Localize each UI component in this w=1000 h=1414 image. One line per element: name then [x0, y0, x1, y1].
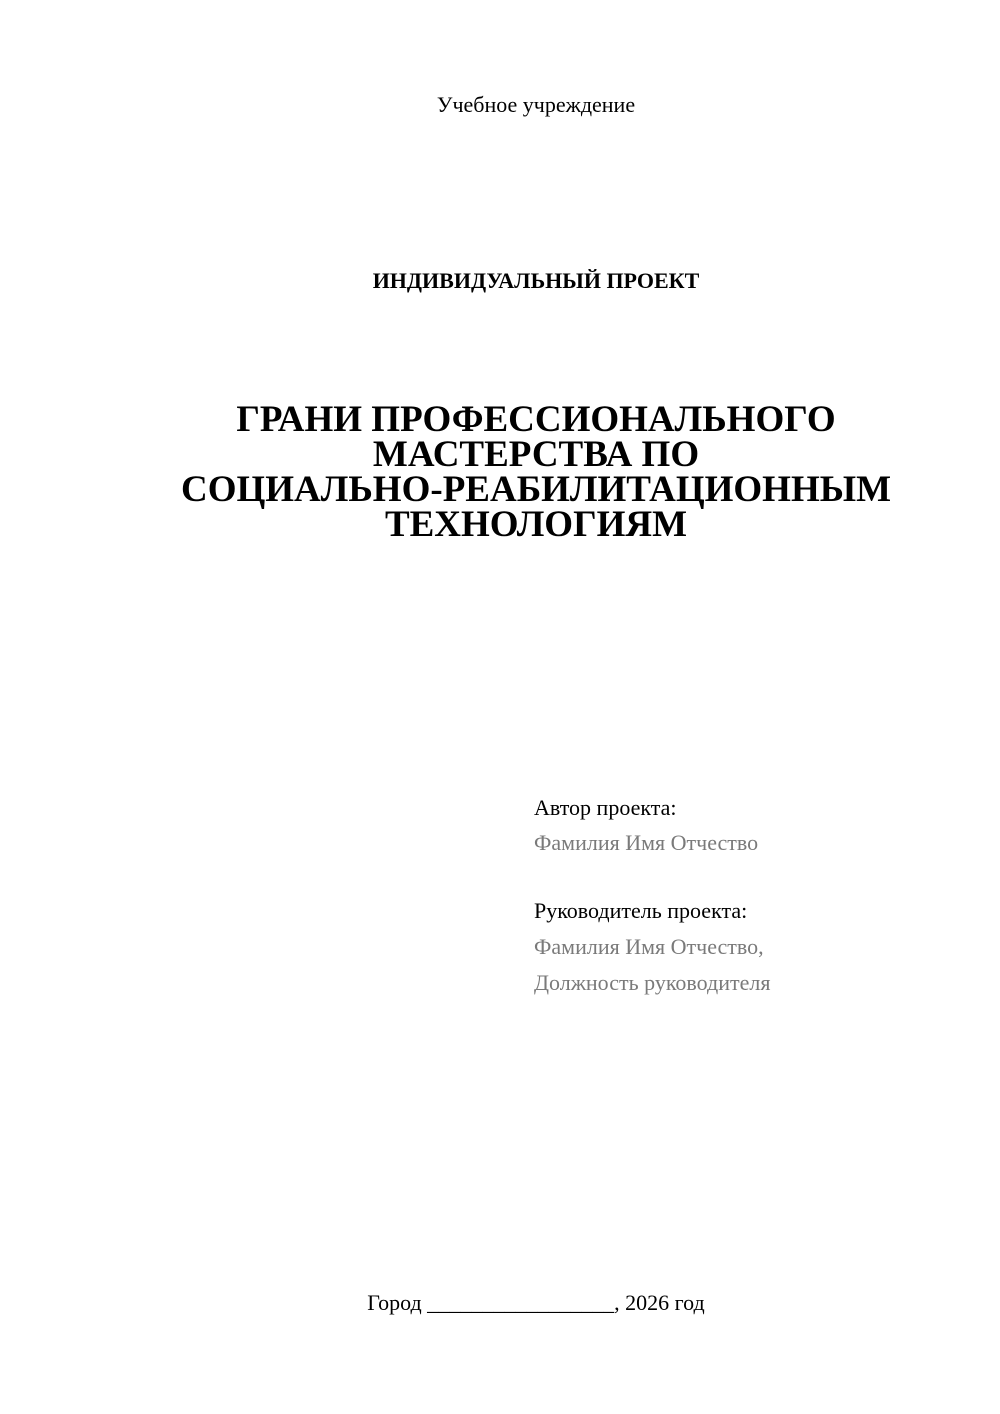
project-title: [140, 399, 932, 545]
city-year-footer: Город _________________, 2026 год: [367, 1290, 705, 1315]
document-type: ИНДИВИДУАЛЬНЫЙ ПРОЕКТ: [372, 268, 700, 293]
project-title-line: МАСТЕРСТВА ПО: [372, 434, 700, 475]
project-title-line: ТЕХНОЛОГИЯМ: [384, 504, 688, 545]
supervisor-name-placeholder: Фамилия Имя Отчество,: [534, 934, 764, 959]
author-block: [534, 790, 974, 860]
project-title-line: СОЦИАЛЬНО-РЕАБИЛИТАЦИОННЫМ: [181, 469, 891, 510]
project-title-line: ГРАНИ ПРОФЕССИОНАЛЬНОГО: [236, 399, 836, 440]
institution-name: Учебное учреждение: [436, 92, 636, 117]
supervisor-block: [534, 893, 974, 1001]
author-name-placeholder: Фамилия Имя Отчество: [534, 830, 759, 855]
supervisor-position-placeholder: Должность руководителя: [534, 970, 771, 995]
supervisor-label: Руководитель проекта:: [534, 898, 748, 923]
author-label: Автор проекта:: [534, 795, 677, 820]
